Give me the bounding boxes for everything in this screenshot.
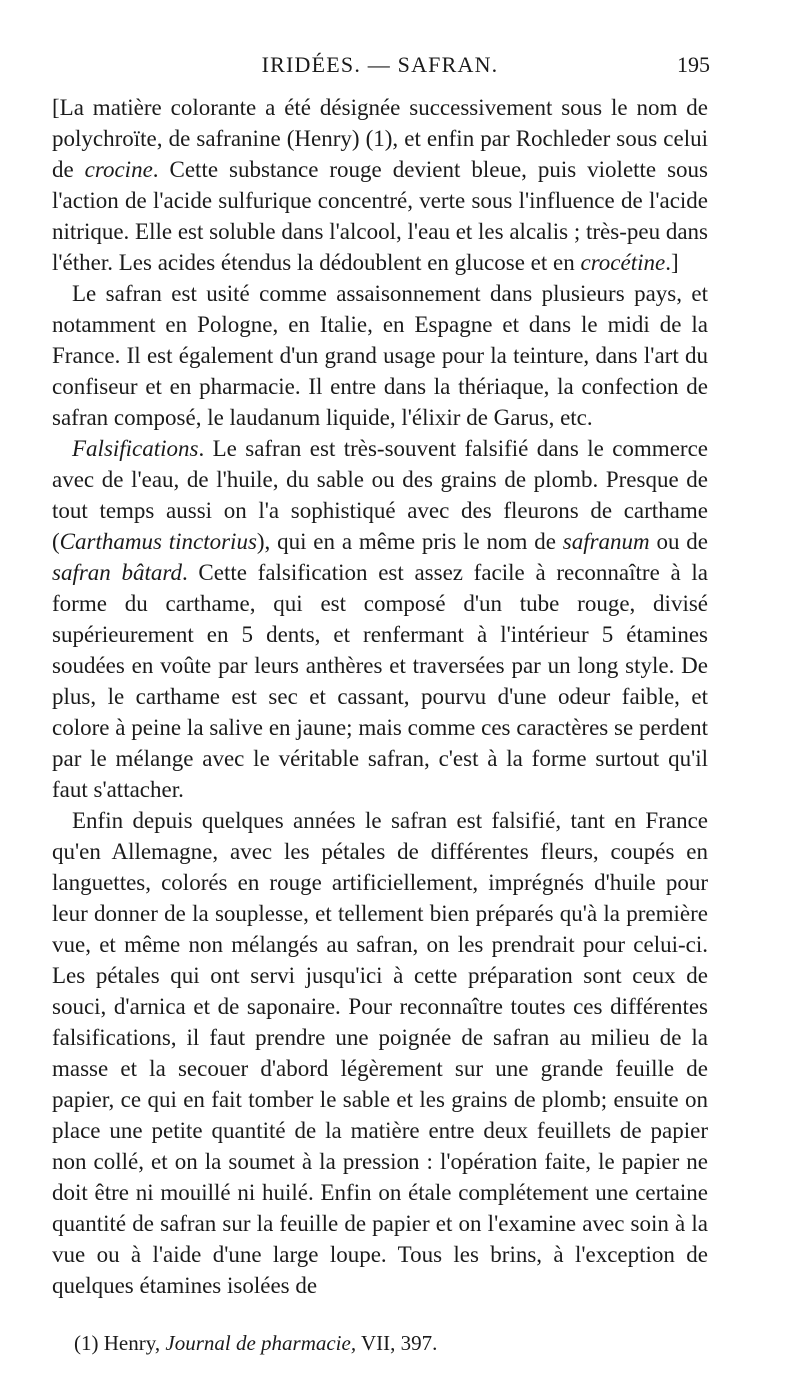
page-number: 195 — [677, 52, 710, 77]
text-run: . Cette falsification est assez facile à reconnaître à la forme du carthame, qui est composé d'un tube rouge, divisé supérieurement en 5 dents, et renfermant à l'intérieur 5 étamines soudées en voûte par leurs anthères et traversées par un long style. De plus, le carthame est sec et cassant, pourvu d'une odeur faible, et colore à peine la salive en jaune; mais comme ces caractères se perdent par le mélange avec le véritable safran, c'est à la forme surtout qu'il faut s'attacher. — [52, 560, 708, 802]
footnote-marker: (1) — [74, 1331, 99, 1355]
text-run: Le safran est usité comme assaisonnement dans plusieurs pays, et notamment en Pologne, en Italie, en Espagne et dans le midi de la France. Il est également d'un grand usage pour la teinture, dans l'art du confiseur et en pharmacie. Il entre dans la thériaque, la confection de safran composé, le laudanum liquide, l'élixir de Garus, etc. — [52, 281, 708, 430]
italic-run: safran bâtard — [52, 560, 182, 585]
italic-run: crocétine — [580, 250, 666, 275]
text-run: .] — [665, 250, 679, 275]
paragraph-detection — [52, 805, 708, 1301]
text-run: [La matière colorante a été désignée successivement sous le nom de polychroïte, de safranine (Henry) (1), et enfin par Rochleder sous celui de — [52, 95, 708, 182]
footnote-journal: Journal de pharmacie, — [165, 1331, 357, 1355]
text-run: ou de — [649, 529, 708, 554]
italic-run: safranum — [562, 529, 650, 554]
footnote-ref: VII, 397. — [360, 1331, 438, 1355]
text-run: ), qui en a même pris le nom de — [256, 529, 563, 554]
paragraph-falsifications — [52, 433, 708, 805]
paragraph-coloring-matter — [52, 92, 708, 278]
footnote-author: Henry, — [103, 1331, 161, 1355]
italic-run: crocine — [84, 157, 153, 182]
body-text — [52, 92, 708, 1301]
text-run: . Le safran est très-souvent falsifié dans le commerce avec de l'eau, de l'huile, du sable ou des grains de plomb. Presque de tout temps aussi on l'a sophistiqué avec des fleurons de carthame ( — [52, 436, 708, 554]
italic-run: Falsifications — [72, 436, 199, 461]
text-run: . Cette substance rouge devient bleue, puis violette sous l'action de l'acide sulfurique concentré, verte sous l'influence de l'acide nitrique. Elle est soluble dans l'alcool, l'eau et les alcalis ; très-peu dans l'éther. Les acides étendus la dédoublent en glucose et en — [52, 157, 708, 275]
text-run: Enfin depuis quelques années le safran est falsifié, tant en France qu'en Allemagne, avec les pétales de différentes fleurs, coupés en languettes, colorés en rouge artificiellement, imprégnés d'huile pour leur donner de la souplesse, et tellement bien préparés qu'à la première vue, et même non mélangés au safran, on les prendrait pour celui-ci. Les pétales qui ont servi jusqu'ici à cette préparation sont ceux de souci, d'arnica et de saponaire. Pour reconnaître toutes ces différentes falsifications, il faut prendre une poignée de safran au milieu de la masse et la secouer d'abord légèrement sur une grande feuille de papier, ce qui en fait tomber le sable et les grains de plomb; ensuite on place une petite quantité de la matière entre deux feuillets de papier non collé, et on la soumet à la pression : l'opération faite, le papier ne doit être ni mouillé ni huilé. Enfin on étale complétement une certaine quantité de safran sur la feuille de papier et on l'examine avec soin à la vue ou à l'aide d'une large loupe. Tous les brins, à l'exception de quelques étamines isolées de — [52, 808, 708, 1298]
paragraph-uses — [52, 278, 708, 433]
italic-run: Carthamus tinctorius — [59, 529, 257, 554]
running-head — [52, 52, 708, 88]
footnote — [74, 1330, 708, 1356]
running-title: IRIDÉES. — SAFRAN. — [261, 52, 499, 77]
